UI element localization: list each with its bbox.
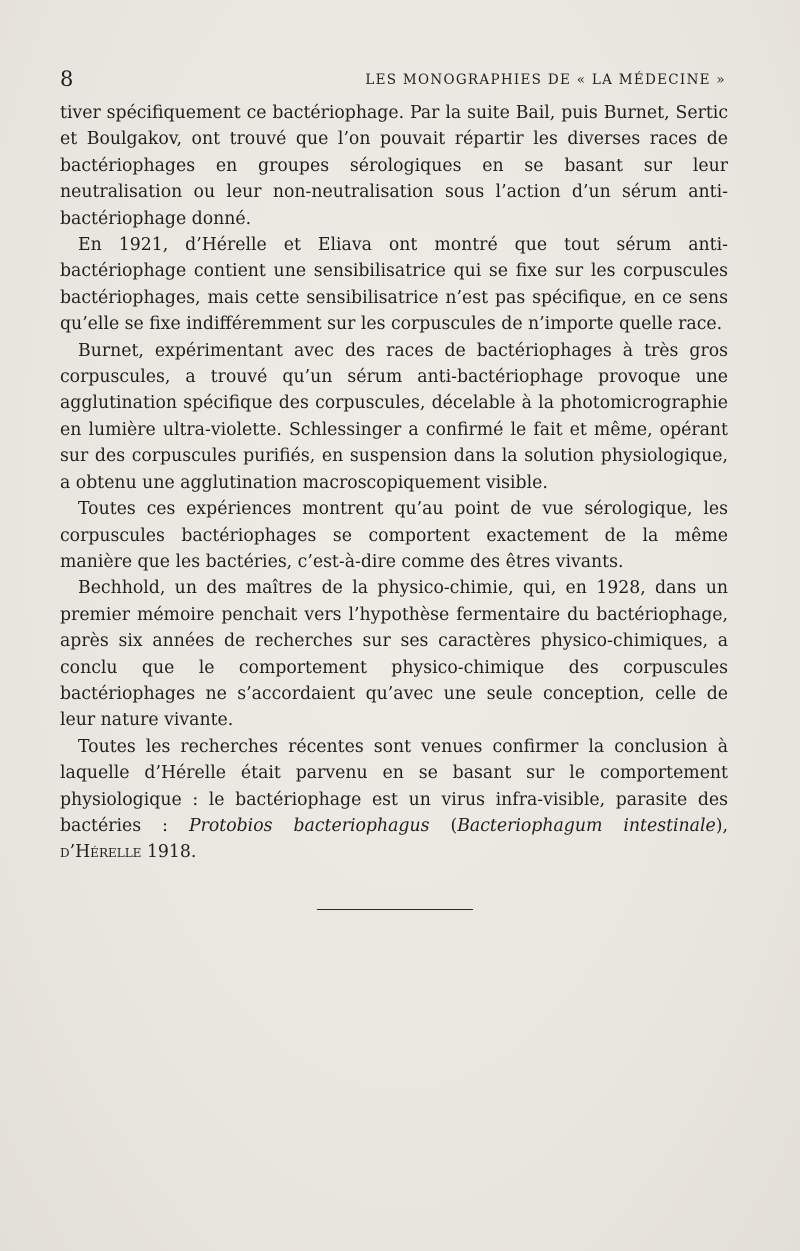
end-rule <box>317 909 473 910</box>
paragraph-3: Burnet, expérimentant avec des races de bactériophages à très gros corpuscules, a trouvé qu’un sérum anti-bactériophage provoque une agglutination spécifique des corpuscules, décelable à la photomicrographie en lumière ultra-violette. Schlessinger a confirmé le fait et même, opérant sur des corpuscules purifiés, en suspension dans la solution physiologique, a obtenu une agglutination macroscopiquement visible. <box>60 340 728 493</box>
page-number: 8 <box>60 67 74 91</box>
paragraph-2: En 1921, d’Hérelle et Eliava ont montré que tout sérum anti-bactériophage contient une sensibilisatrice qui se fixe sur les corpuscules bactériophages, mais cette sensibilisatrice n’est pas spécifique, en ce sens qu’elle se fixe indifféremment sur les corpuscules de n’importe quelle race. <box>60 235 728 335</box>
paragraph-5: Bechhold, un des maîtres de la physico-chimie, qui, en 1928, dans un premier mémoire penchait vers l’hypothèse fermentaire du bactériophage, après six années de recherches sur ses caractères physico-chimiques, a conclu que le comportement physico-chimique des corpuscules bactériophages ne s’accordaient qu’avec une seule conception, celle de leur nature vivante. <box>60 578 728 731</box>
paragraph-4: Toutes ces expériences montrent qu’au point de vue sérologique, les corpuscules bactériophages se comportent exactement de la même manière que les bactéries, c’est-à-dire comme des êtres vivants. <box>60 499 728 572</box>
year: 1918. <box>146 842 197 863</box>
paragraph-6-text: Toutes les recherches récentes sont venues confirmer la conclusion à laquelle d’Hérelle était parvenu en se basant sur le comportement physiologique : le bactériophage est un virus infra-visible, parasite des bactéries : <box>60 736 728 836</box>
author-name: d’Hérelle <box>60 842 142 863</box>
page-header <box>60 66 740 96</box>
paragraph-1: tiver spécifiquement ce bactériophage. Par la suite Bail, puis Burnet, Sertic et Boulgakov, ont trouvé que l’on pouvait répartir les diverses races de bactériophages en groupes sérologiques en se basant sur leur neutralisation ou leur non-neutralisation sous l’action d’un sérum anti-bactériophage donné. <box>60 103 728 229</box>
body-text <box>60 100 728 866</box>
genus-name: Protobios bacteriophagus <box>188 815 430 836</box>
running-head: LES MONOGRAPHIES DE « LA MÉDECINE » <box>365 72 726 88</box>
paragraph-6: Toutes les recherches récentes sont venues confirmer la conclusion à laquelle d’Hérelle était parvenu en se basant sur le comportement physiologique : le bactériophage est un virus infra-visible, parasite des bactéries : Protobios bacteriophagus (Bacteriophagum intestinale), d’Hérelle 1918. <box>60 736 728 863</box>
synonym-name: Bacteriophagum intestinale <box>457 815 716 836</box>
